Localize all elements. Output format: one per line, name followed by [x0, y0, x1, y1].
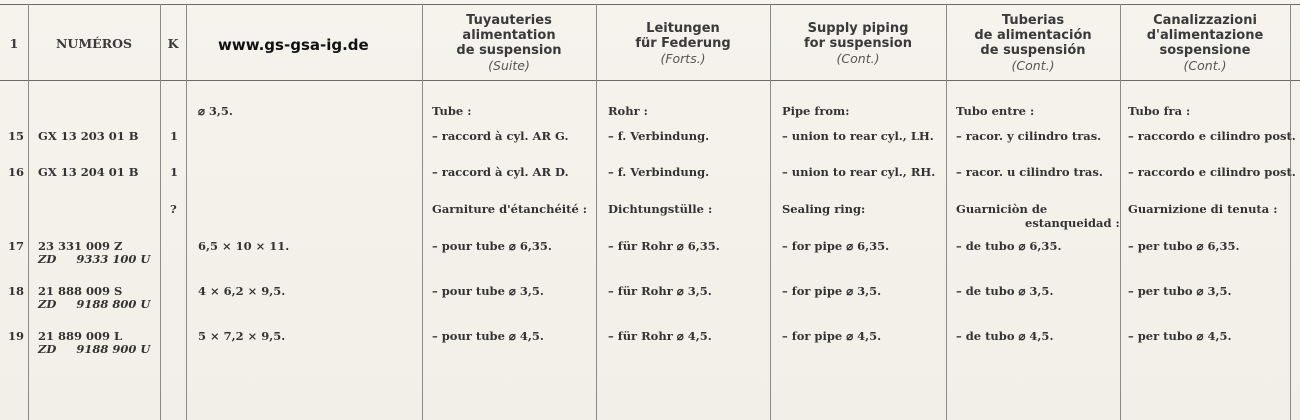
row-1-de: – f. Verbindung.	[608, 129, 710, 143]
header-numeros-label: NUMÉROS	[56, 35, 132, 51]
website-watermark: www.gs-gsa-ig.de	[218, 36, 369, 54]
header-fr-line3: de suspension	[456, 43, 562, 58]
row-6-de: – für Rohr ⌀ 4,5.	[608, 329, 712, 343]
row-2-en: – union to rear cyl., RH.	[782, 165, 936, 179]
row-2-k: 1	[170, 165, 179, 179]
row-3-es: Guarniciòn de	[956, 202, 1048, 216]
header-k-label: K	[167, 35, 179, 51]
row-5-index: 18	[8, 284, 25, 298]
row-2-index: 16	[8, 165, 25, 179]
header-de-sub: (Forts.)	[660, 50, 706, 66]
row-6-part-number: 21 889 009 L	[38, 329, 123, 343]
row-0-it: Tubo fra :	[1128, 104, 1191, 118]
row-1-index: 15	[8, 129, 25, 143]
row-1-en: – union to rear cyl., LH.	[782, 129, 934, 143]
header-french	[422, 8, 596, 78]
header-fr-line2: alimentation	[462, 28, 556, 43]
header-english	[770, 8, 946, 78]
header-index-label: 1	[9, 35, 19, 51]
row-2-it: – raccordo e cilindro post.	[1128, 165, 1296, 179]
row-4-it: – per tubo ⌀ 6,35.	[1128, 239, 1240, 253]
header-it-sub: (Cont.)	[1183, 58, 1227, 73]
top-rule	[0, 4, 1300, 5]
row-5-dim: 4 × 6,2 × 9,5.	[198, 284, 286, 298]
row-4-en: – for pipe ⌀ 6,35.	[782, 239, 890, 253]
header-en-line2: for suspension	[803, 35, 912, 51]
row-6-alias: ZD 9188 900 U	[38, 342, 151, 356]
row-0-dim: ⌀ 3,5.	[198, 104, 233, 118]
header-de-line2: für Federung	[635, 35, 731, 51]
row-3-k: ?	[170, 202, 177, 216]
row-1-fr: – raccord à cyl. AR G.	[432, 129, 569, 143]
row-4-index: 17	[8, 239, 25, 253]
row-6-index: 19	[8, 329, 25, 343]
row-5-fr: – pour tube ⌀ 3,5.	[432, 284, 544, 298]
header-german	[596, 8, 770, 78]
row-1-k: 1	[170, 129, 179, 143]
row-4-de: – für Rohr ⌀ 6,35.	[608, 239, 720, 253]
column-divider	[186, 4, 187, 420]
header-es-line3: de suspensión	[980, 43, 1086, 58]
row-3-en: Sealing ring:	[782, 202, 866, 216]
header-es-line1: Tuberias	[1001, 13, 1065, 28]
row-5-en: – for pipe ⌀ 3,5.	[782, 284, 882, 298]
header-it-line1: Canalizzazioni	[1153, 13, 1257, 28]
header-k	[160, 8, 186, 78]
row-3-fr: Garniture d'étanchéité :	[432, 202, 588, 216]
row-4-part-number: 23 331 009 Z	[38, 239, 123, 253]
row-3-de: Dichtungstülle :	[608, 202, 713, 216]
header-es-line2: de alimentación	[974, 28, 1092, 43]
row-5-part-number: 21 888 009 S	[38, 284, 123, 298]
row-2-part-number: GX 13 204 01 B	[38, 165, 139, 179]
header-numeros	[28, 8, 160, 78]
row-5-es: – de tubo ⌀ 3,5.	[956, 284, 1054, 298]
row-2-de: – f. Verbindung.	[608, 165, 710, 179]
header-fr-sub: (Suite)	[488, 58, 530, 73]
header-en-line1: Supply piping	[807, 20, 909, 36]
row-3-it: Guarnizione di tenuta :	[1128, 202, 1278, 216]
row-1-it: – raccordo e cilindro post.	[1128, 129, 1296, 143]
header-it-line3: sospensione	[1159, 43, 1251, 58]
row-0-en: Pipe from:	[782, 104, 850, 118]
row-4-fr: – pour tube ⌀ 6,35.	[432, 239, 552, 253]
header-es-sub: (Cont.)	[1011, 58, 1055, 73]
header-en-sub: (Cont.)	[836, 50, 880, 66]
row-6-fr: – pour tube ⌀ 4,5.	[432, 329, 544, 343]
row-3-es-cont: estanqueidad :	[1025, 216, 1120, 230]
row-2-es: – racor. u cilindro tras.	[956, 165, 1103, 179]
header-fr-line1: Tuyauteries	[466, 13, 552, 28]
row-1-part-number: GX 13 203 01 B	[38, 129, 139, 143]
row-2-fr: – raccord à cyl. AR D.	[432, 165, 569, 179]
column-divider	[1290, 4, 1291, 420]
header-it-line2: d'alimentazione	[1146, 28, 1264, 43]
row-4-es: – de tubo ⌀ 6,35.	[956, 239, 1062, 253]
row-4-dim: 6,5 × 10 × 11.	[198, 239, 290, 253]
row-0-es: Tubo entre :	[956, 104, 1035, 118]
row-6-en: – for pipe ⌀ 4,5.	[782, 329, 882, 343]
row-1-es: – racor. y cilindro tras.	[956, 129, 1102, 143]
row-6-es: – de tubo ⌀ 4,5.	[956, 329, 1054, 343]
row-5-alias: ZD 9188 800 U	[38, 297, 151, 311]
header-rule	[0, 80, 1300, 81]
header-index	[0, 8, 28, 78]
row-5-it: – per tubo ⌀ 3,5.	[1128, 284, 1232, 298]
header-italian	[1120, 8, 1290, 78]
row-4-alias: ZD 9333 100 U	[38, 252, 151, 266]
header-spanish	[946, 8, 1120, 78]
header-de-line1: Leitungen	[646, 20, 720, 36]
row-0-fr: Tube :	[432, 104, 472, 118]
row-0-de: Rohr :	[608, 104, 648, 118]
row-5-de: – für Rohr ⌀ 3,5.	[608, 284, 712, 298]
row-6-it: – per tubo ⌀ 4,5.	[1128, 329, 1232, 343]
row-6-dim: 5 × 7,2 × 9,5.	[198, 329, 286, 343]
